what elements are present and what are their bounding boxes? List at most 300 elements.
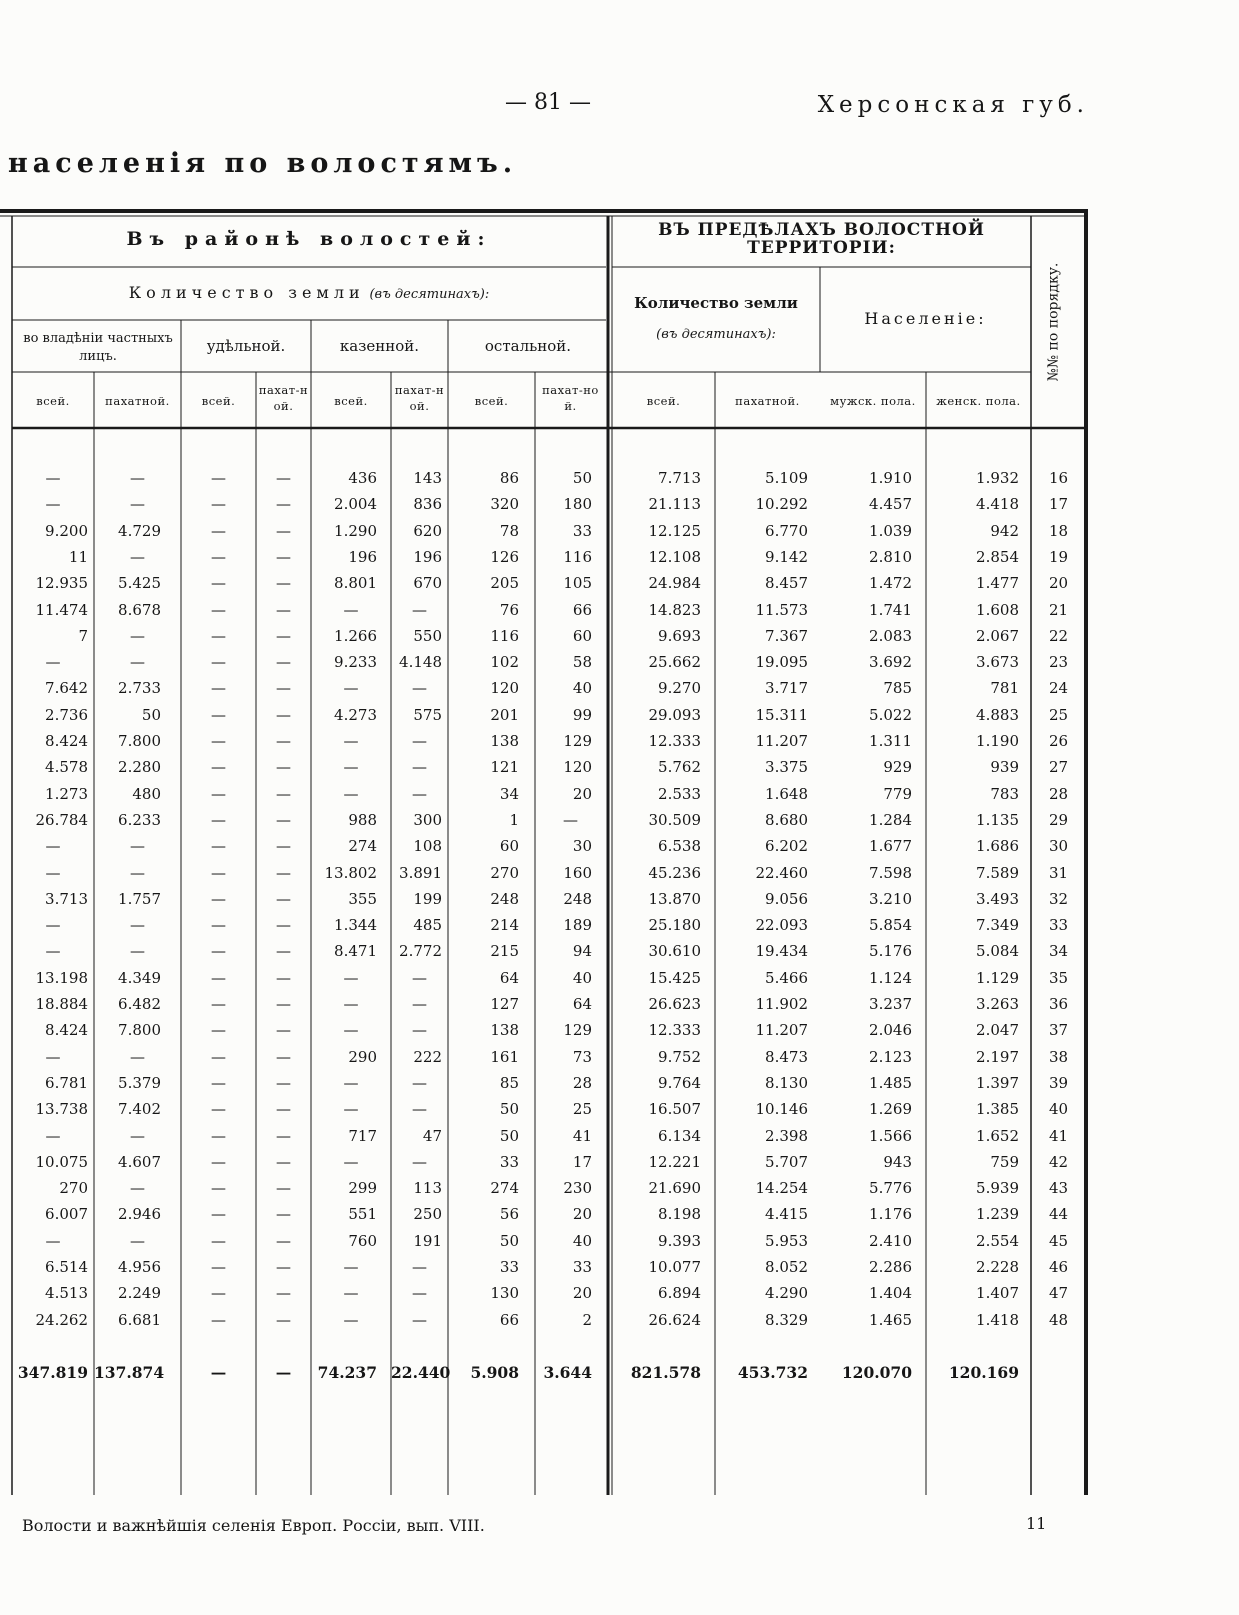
table-cell: 4.349 [118,969,161,987]
table-cell: 33 [572,522,592,540]
table-cell: 161 [490,1048,519,1066]
table-cell: — [276,969,291,987]
table-cell: — [276,785,291,803]
table-cell: 2.286 [869,1258,912,1276]
table-cell: — [412,969,427,987]
table-cell: 12.333 [648,732,701,750]
table-cell: 230 [563,1179,592,1197]
table-cell: 85 [499,1074,519,1092]
table-cell: 3.263 [976,995,1019,1013]
table-cell: 248 [490,890,519,908]
table-cell: 11 [68,548,88,566]
table-cell: 60 [572,627,592,645]
table-cell: 783 [990,785,1019,803]
table-cell: — [343,1284,359,1302]
table-cell: 355 [348,890,377,908]
table-cell: 180 [563,495,592,513]
table-cell: 8.680 [765,811,808,829]
row-number: 26 [1048,732,1069,750]
column-label: пахат-ной. [542,383,599,413]
table-cell: 6.781 [45,1074,88,1092]
table-cell: — [130,864,145,882]
table-cell: 14.823 [648,601,701,619]
row-number: 43 [1048,1179,1069,1197]
table-cell: — [343,1258,359,1276]
table-cell: 7.349 [976,916,1019,934]
table-cell: — [276,758,291,776]
row-number: 44 [1048,1205,1069,1223]
table-cell: 47 [422,1127,442,1145]
table-cell: 785 [883,679,912,697]
table-cell: 2.249 [118,1284,161,1302]
table-cell: 9.200 [45,522,88,540]
table-cell: 56 [499,1205,519,1223]
table-cell: — [343,1153,359,1171]
table-cell: 5.762 [658,758,701,776]
table-cell: — [276,1048,291,1066]
table-cell: 199 [413,890,442,908]
total-cell: 5.908 [470,1363,519,1382]
table-cell: 12.125 [648,522,701,540]
table-cell: 7 [78,627,88,645]
table-cell: 320 [490,495,519,513]
table-cell: 126 [490,548,519,566]
table-cell: 9.393 [658,1232,701,1250]
table-cell: 670 [413,574,442,592]
row-number: 34 [1048,942,1069,960]
table-cell: 939 [990,758,1019,776]
table-cell: 129 [563,1021,592,1039]
table-cell: 20 [572,1205,592,1223]
table-cell: — [276,1258,291,1276]
table-cell: 102 [490,653,519,671]
table-cell: 1.266 [334,627,377,645]
total-cell: 22.440 [391,1363,451,1382]
table-cell: 29.093 [648,706,701,724]
population-header: Населеніе: [864,309,987,328]
row-number: 17 [1048,495,1069,513]
row-number: 32 [1048,890,1069,908]
table-cell: 196 [413,548,442,566]
table-cell: 717 [348,1127,377,1145]
total-cell: 137.874 [94,1363,165,1382]
table-cell: 189 [563,916,592,934]
table-cell: — [412,1311,427,1329]
table-cell: 6.134 [658,1127,701,1145]
table-cell: 64 [499,969,519,987]
table-cell: — [130,837,145,855]
table-cell: 18.884 [35,995,88,1013]
table-cell: 116 [490,627,519,645]
table-cell: — [211,837,226,855]
table-cell: 8.329 [765,1311,808,1329]
table-cell: — [276,548,291,566]
table-cell: 7.800 [118,732,161,750]
table-cell: — [130,548,145,566]
table-cell: 108 [413,837,442,855]
table-cell: — [130,916,145,934]
table-cell: 5.379 [118,1074,161,1092]
row-number: 38 [1048,1048,1069,1066]
table-cell: — [211,1179,226,1197]
table-cell: 15.425 [648,969,701,987]
table-cell: 40 [572,679,592,697]
table-cell: 1.648 [765,785,808,803]
table-cell: — [211,1311,226,1329]
table-cell: 8.457 [765,574,808,592]
table-cell: 66 [499,1311,519,1329]
column-label: всей. [334,394,368,408]
table-cell: 1.344 [334,916,377,934]
table-cell: — [45,864,61,882]
row-number: 35 [1048,969,1069,987]
table-cell: — [412,679,427,697]
table-cell: 3.713 [45,890,88,908]
table-cell: 2.047 [976,1021,1019,1039]
table-cell: 24.262 [35,1311,88,1329]
table-cell: 3.237 [869,995,912,1013]
row-number: 47 [1048,1284,1069,1302]
table-cell: 4.457 [869,495,912,513]
row-number: 27 [1048,758,1069,776]
table-cell: 1.190 [976,732,1019,750]
table-cell: 40 [572,1232,592,1250]
table-cell: 2.810 [869,548,912,566]
table-cell: — [45,1127,61,1145]
table-cell: 1.284 [869,811,912,829]
table-cell: 10.292 [755,495,808,513]
table-cell: 3.891 [399,864,442,882]
total-cell: 453.732 [737,1363,808,1382]
table-cell: 196 [348,548,377,566]
land-quantity-left-unit: (въ десятинахъ): [369,287,490,302]
table-cell: — [276,1021,291,1039]
table-cell: 5.707 [765,1153,808,1171]
table-cell: 33 [572,1258,592,1276]
table-cell: 4.273 [334,706,377,724]
land-quantity-left-header [12,284,606,304]
table-cell: 6.770 [765,522,808,540]
table-cell: 1.129 [976,969,1019,987]
table-cell: 299 [348,1179,377,1197]
table-cell: 6.233 [118,811,161,829]
table-cell: 2.554 [976,1232,1019,1250]
total-cell: — [210,1363,227,1382]
table-cell: 3.692 [869,653,912,671]
table-cell: — [276,627,291,645]
table-cell: 60 [499,837,519,855]
table-cell: — [211,1127,226,1145]
page-number: — 81 — [505,90,591,115]
row-number: 18 [1048,522,1069,540]
table-cell: 6.482 [118,995,161,1013]
table-cell: 86 [499,469,519,487]
table-cell: 6.007 [45,1205,88,1223]
table-cell: 214 [490,916,519,934]
table-cell: — [412,732,427,750]
table-cell: 7.598 [869,864,912,882]
table-cell: — [276,1284,291,1302]
table-cell: — [45,469,61,487]
table-cell: 929 [883,758,912,776]
row-number: 41 [1048,1127,1069,1145]
table-cell: 2.123 [869,1048,912,1066]
table-cell: 4.956 [118,1258,161,1276]
category-other-header: остальной. [484,337,572,355]
table-cell: — [130,1179,145,1197]
table-cell: 40 [572,969,592,987]
total-cell: 821.578 [630,1363,701,1382]
table-cell: — [130,495,145,513]
table-cell: — [211,495,226,513]
land-quantity-right-label: Количество земли [634,294,798,312]
table-cell: 12.221 [648,1153,701,1171]
table-cell: — [211,548,226,566]
table-cell: 7.800 [118,1021,161,1039]
table-cell: — [412,1284,427,1302]
group-header-volost-territory: ВЪ ПРЕДѢЛАХЪ ВОЛОСТНОЙ ТЕРРИТОРІИ: [658,220,985,258]
table-cell: 8.801 [334,574,377,592]
table-cell: 21.113 [648,495,701,513]
table-cell: 76 [499,601,519,619]
row-number: 30 [1048,837,1069,855]
table-cell: 1.404 [869,1284,912,1302]
table-cell: 942 [990,522,1019,540]
total-cell: 120.169 [948,1363,1019,1382]
table-cell: 988 [348,811,377,829]
table-cell: — [276,864,291,882]
table-cell: 1.741 [869,601,912,619]
row-number-header: №№ по порядку. [1045,262,1061,382]
table-cell: 45.236 [648,864,701,882]
row-number: 33 [1048,916,1069,934]
table-cell: 22.093 [755,916,808,934]
table-cell: 50 [499,1127,519,1145]
table-cell: 58 [572,653,592,671]
table-cell: 779 [883,785,912,803]
table-cell: 41 [572,1127,592,1145]
table-cell: 129 [563,732,592,750]
table-cell: 551 [348,1205,377,1223]
table-cell: — [276,942,291,960]
table-cell: 436 [348,469,377,487]
table-cell: 15.311 [755,706,808,724]
footer-sheet-number: 11 [1026,1514,1047,1533]
table-cell: 26.624 [648,1311,701,1329]
table-cell: — [412,1021,427,1039]
table-cell: 4.513 [45,1284,88,1302]
row-number: 40 [1048,1100,1069,1118]
table-cell: 215 [490,942,519,960]
table-cell: — [211,1021,226,1039]
row-number: 37 [1048,1021,1069,1039]
table-cell: 5.425 [118,574,161,592]
table-cell: — [276,995,291,1013]
table-cell: — [412,1153,427,1171]
table-cell: — [45,653,61,671]
table-cell: — [276,653,291,671]
table-cell: 2.067 [976,627,1019,645]
table-cell: 3.493 [976,890,1019,908]
table-cell: 160 [563,864,592,882]
table-cell: 11.573 [755,601,808,619]
table-cell: 4.148 [399,653,442,671]
table-cell: 33 [499,1258,519,1276]
table-cell: — [45,837,61,855]
table-cell: — [276,601,291,619]
table-cell: 274 [490,1179,519,1197]
table-cell: — [211,469,226,487]
table-cell: — [276,732,291,750]
table-cell: — [130,1048,145,1066]
table-cell: 1.910 [869,469,912,487]
column-label: пахат-ной. [258,383,309,413]
table-cell: 120 [563,758,592,776]
table-cell: — [211,1048,226,1066]
table-cell: 12.935 [35,574,88,592]
table-cell: — [45,1048,61,1066]
table-cell: 274 [348,837,377,855]
table-cell: 270 [490,864,519,882]
table-cell: 1.485 [869,1074,912,1092]
table-cell: 3.375 [765,758,808,776]
table-cell: 8.424 [45,1021,88,1039]
row-number: 42 [1048,1153,1069,1171]
table-cell: 50 [499,1100,519,1118]
table-cell: 10.077 [648,1258,701,1276]
table-cell: 5.176 [869,942,912,960]
total-cell: 120.070 [841,1363,912,1382]
table-cell: — [130,942,145,960]
table-cell: 8.473 [765,1048,808,1066]
table-cell: 127 [490,995,519,1013]
table-cell: 6.202 [765,837,808,855]
table-cell: 21.690 [648,1179,701,1197]
province-heading: Херсонская губ. [817,92,1089,118]
table-cell: — [343,732,359,750]
table-cell: — [343,1100,359,1118]
table-cell: 11.474 [35,601,88,619]
table-cell: 2.410 [869,1232,912,1250]
category-kazen-header: казенной. [339,337,420,355]
table-cell: — [343,758,359,776]
table-cell: — [211,1258,226,1276]
table-cell: 290 [348,1048,377,1066]
table-cell: 8.424 [45,732,88,750]
table-cell: 2 [582,1311,592,1329]
column-label: женск. пола. [936,394,1021,408]
table-cell: 1.757 [118,890,161,908]
table-cell: — [276,522,291,540]
column-label: всей. [201,394,236,408]
column-label: всей. [646,394,681,408]
table-cell: — [412,995,427,1013]
table-cell: — [211,601,226,619]
table-cell: 4.883 [976,706,1019,724]
table-cell: 2.398 [765,1127,808,1145]
table-cell: 4.607 [118,1153,161,1171]
row-number: 45 [1048,1232,1069,1250]
table-cell: 1.311 [869,732,912,750]
table-cell: 24.984 [648,574,701,592]
table-cell: 1.652 [976,1127,1019,1145]
table-cell: 1.465 [869,1311,912,1329]
table-cell: — [276,1232,291,1250]
table-cell: — [130,627,145,645]
table-cell: 12.108 [648,548,701,566]
table-cell: 1.608 [976,601,1019,619]
table-cell: 16.507 [648,1100,701,1118]
table-cell: 248 [563,890,592,908]
table-cell: 2.733 [118,679,161,697]
table-cell: 4.290 [765,1284,808,1302]
table-cell: — [276,811,291,829]
row-number: 24 [1048,679,1069,697]
table-cell: 480 [132,785,161,803]
table-cell: — [211,1153,226,1171]
footer-source: Волости и важнѣйшія селенія Европ. Россіи, вып. VIII. [22,1516,485,1535]
table-cell: 25 [572,1100,592,1118]
row-number: 31 [1048,864,1069,882]
table-cell: 5.854 [869,916,912,934]
table-cell: 14.254 [755,1179,808,1197]
table-cell: 17 [572,1153,592,1171]
total-cell: 347.819 [17,1363,88,1382]
table-cell: 6.514 [45,1258,88,1276]
table-cell: 1.290 [334,522,377,540]
column-label: пахатной. [735,394,800,408]
row-number: 28 [1048,785,1069,803]
table-cell: 66 [572,601,592,619]
table-cell: — [211,785,226,803]
column-label: пахатной. [105,394,170,408]
row-number: 16 [1048,469,1069,487]
table-cell: — [343,995,359,1013]
table-cell: 5.109 [765,469,808,487]
table-cell: 1.472 [869,574,912,592]
row-number: 48 [1048,1311,1069,1329]
table-cell: 191 [413,1232,442,1250]
table-cell: — [45,1232,61,1250]
table-cell: 4.415 [765,1205,808,1223]
table-cell: — [211,969,226,987]
table-cell: 781 [990,679,1019,697]
table-cell: — [211,916,226,934]
table-cell: — [211,1074,226,1092]
table-cell: 26.623 [648,995,701,1013]
table-cell: 78 [499,522,519,540]
table-cell: 50 [499,1232,519,1250]
table-cell: — [211,1100,226,1118]
table-cell: 1.239 [976,1205,1019,1223]
table-cell: — [130,1232,145,1250]
table-cell: — [343,1074,359,1092]
table-cell: 9.233 [334,653,377,671]
table-cell: — [130,469,145,487]
table-cell: 28 [572,1074,592,1092]
row-number: 29 [1048,811,1069,829]
table-cell: — [276,1074,291,1092]
table-cell: 113 [413,1179,442,1197]
row-number: 36 [1048,995,1069,1013]
table-cell: — [130,1127,145,1145]
group-header-volost-area: Въ районѣ волостей: [126,228,492,250]
table-cell: — [211,1232,226,1250]
row-number: 23 [1048,653,1069,671]
table-cell: 1.932 [976,469,1019,487]
table-cell: 5.022 [869,706,912,724]
table-cell: 8.198 [658,1205,701,1223]
